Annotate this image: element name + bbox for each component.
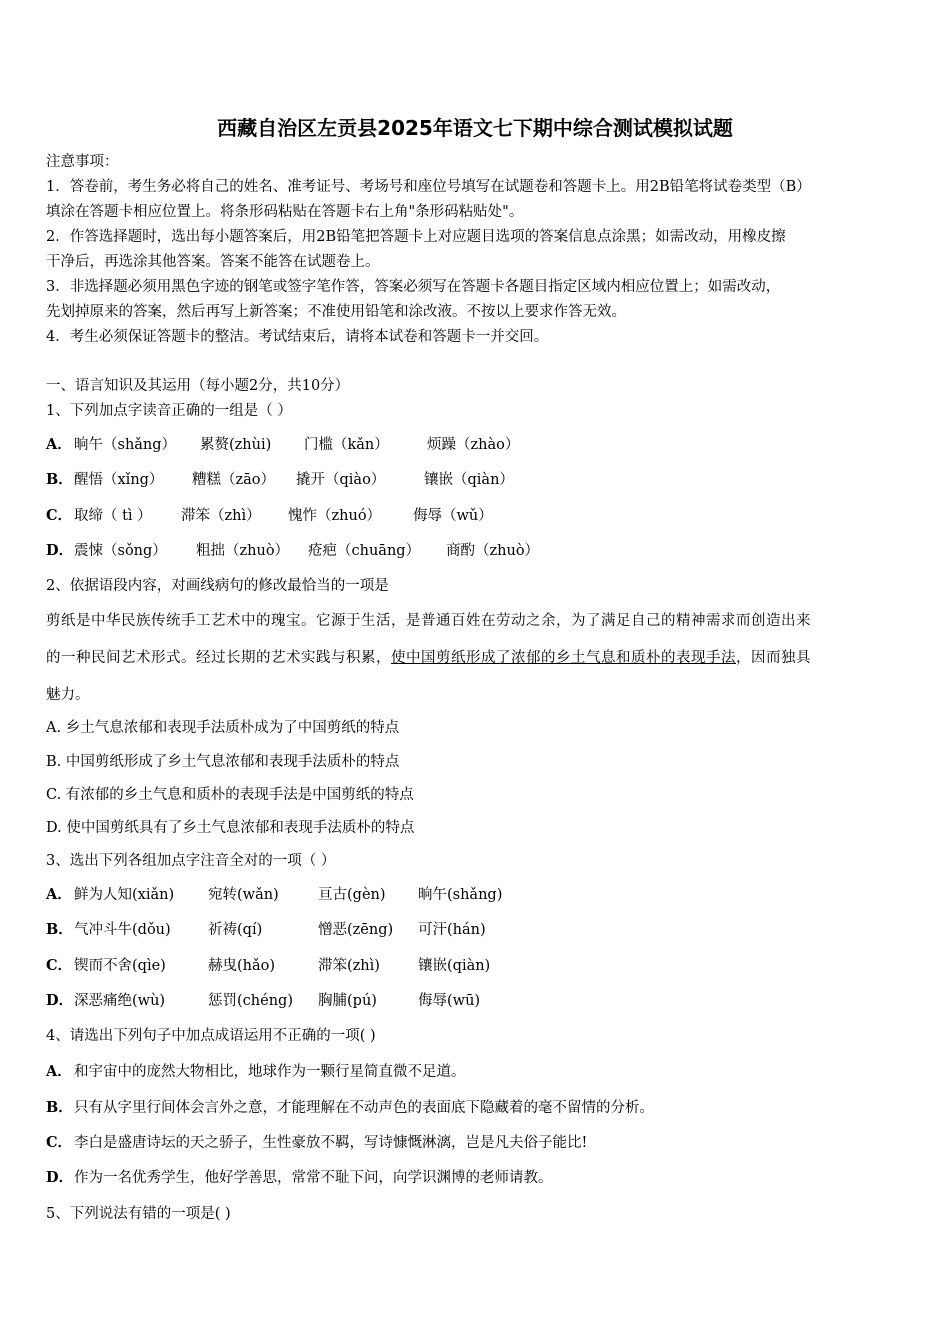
notice-line: 填涂在答题卡相应位置上。将条形码粘贴在答题卡右上角"条形码粘贴处"。 xyxy=(46,204,524,220)
option-label: A． xyxy=(46,436,72,453)
option-item: 门槛（kǎn） xyxy=(304,437,389,453)
option-item: 愧怍（zhuó） xyxy=(288,508,382,524)
option-label: C． xyxy=(46,1134,73,1151)
section-heading: 一、语言知识及其运用（每小题2分，共10分） xyxy=(46,378,350,394)
option-item: 累赘(zhùi) xyxy=(200,437,272,453)
notice-line: 2．作答选择题时，选出每小题答案后，用2B铅笔把答题卡上对应题目选项的答案信息点涂黑；如需改动，用橡皮擦 xyxy=(46,229,786,245)
option-text: 李白是盛唐诗坛的天之骄子，生性豪放不羁，写诗慷慨淋漓，岂是凡夫俗子能比! xyxy=(74,1135,588,1151)
option-item: 惩罚(chéng) xyxy=(208,993,293,1009)
option-item: 锲而不舍(qìe) xyxy=(74,958,166,974)
option-item: 取缔（ tì ） xyxy=(74,508,152,524)
underlined-sentence: 使中国剪纸形成了浓郁的乡土气息和质朴的表现手法 xyxy=(391,650,736,666)
option-text: 和宇宙中的庞然大物相比，地球作为一颗行星简直微不足道。 xyxy=(74,1064,466,1080)
passage-text: 的一种民间艺术形式。经过长期的艺术实践与积累， xyxy=(46,650,391,666)
option-item: 晌午(shǎng) xyxy=(418,887,503,903)
question-2-stem: 2、依据语段内容，对画线病句的修改最恰当的一项是 xyxy=(46,578,389,594)
option-item: 粗拙（zhuò） xyxy=(196,543,290,559)
option-label: B． xyxy=(46,921,73,938)
option-item: 胸脯(pú) xyxy=(318,993,377,1009)
question-2-option: A. 乡土气息浓郁和表现手法质朴成为了中国剪纸的特点 xyxy=(46,720,400,736)
option-label: A． xyxy=(46,1063,72,1080)
option-item: 深恶痛绝(wù) xyxy=(74,993,166,1009)
question-2-passage xyxy=(46,648,811,668)
option-item: 宛转(wǎn) xyxy=(208,887,279,903)
notice-heading: 注意事项： xyxy=(46,154,119,170)
option-label: A． xyxy=(46,886,72,903)
option-item: 侮辱（wǔ） xyxy=(413,508,493,524)
passage-text: ，因而独具 xyxy=(736,650,811,666)
option-item: 镶嵌(qiàn) xyxy=(418,958,491,974)
option-label: C． xyxy=(46,957,73,974)
notice-line: 3．非选择题必须用黑色字迹的钢笔或签字笔作答，答案必须写在答题卡各题目指定区域内相应位置上；如需改动， xyxy=(46,279,781,295)
option-item: 鲜为人知(xiǎn) xyxy=(74,887,175,903)
question-2-passage: 剪纸是中华民族传统手工艺术中的瑰宝。它源于生活，是普通百姓在劳动之余，为了满足自己的精神需求而创造出来 xyxy=(46,613,811,629)
page-title: 西藏自治区左贡县2025年语文七下期中综合测试模拟试题 xyxy=(217,116,733,140)
option-item: 侮辱(wū) xyxy=(418,993,481,1009)
question-2-option: D. 使中国剪纸具有了乡土气息浓郁和表现手法质朴的特点 xyxy=(46,820,415,836)
option-text: 作为一名优秀学生，他好学善思，常常不耻下问，向学识渊博的老师请教。 xyxy=(74,1170,553,1186)
option-item: 可汗(hán) xyxy=(418,922,486,938)
option-item: 祈祷(qí) xyxy=(208,922,263,938)
option-label: B． xyxy=(46,1099,73,1116)
option-item: 醒悟（xǐng） xyxy=(74,472,164,488)
option-label: D． xyxy=(46,992,74,1009)
question-2-option: B. 中国剪纸形成了乡土气息浓郁和表现手法质朴的特点 xyxy=(46,754,400,770)
question-2-passage: 魅力。 xyxy=(46,687,90,703)
option-label: D． xyxy=(46,542,74,559)
option-label: C． xyxy=(46,507,73,524)
question-2-option: C. 有浓郁的乡土气息和质朴的表现手法是中国剪纸的特点 xyxy=(46,787,414,803)
option-text: 只有从字里行间体会言外之意，才能理解在不动声色的表面底下隐藏着的毫不留情的分析。 xyxy=(74,1100,654,1116)
notice-line: 干净后，再选涂其他答案。答案不能答在试题卷上。 xyxy=(46,254,380,270)
option-item: 气冲斗牛(dǒu) xyxy=(74,922,171,938)
question-1-stem: 1、下列加点字读音正确的一组是（ ） xyxy=(46,403,292,419)
option-item: 憎恶(zēng) xyxy=(318,922,394,938)
notice-line: 1．答卷前，考生务必将自己的姓名、准考证号、考场号和座位号填写在试题卷和答题卡上。用2B铅笔将试卷类型（B） xyxy=(46,179,811,195)
question-5-stem: 5、下列说法有错的一项是( ) xyxy=(46,1206,231,1222)
option-item: 震悚（sǒng） xyxy=(74,543,167,559)
option-item: 烦躁（zhào） xyxy=(427,437,520,453)
option-label: D． xyxy=(46,1169,74,1186)
option-item: 撬开（qiào） xyxy=(296,472,386,488)
option-item: 亘古(gèn) xyxy=(318,887,386,903)
option-item: 商酌（zhuò） xyxy=(446,543,540,559)
option-item: 糟糕（zāo） xyxy=(192,472,276,488)
option-item: 赫曳(hǎo) xyxy=(208,958,276,974)
option-item: 滞笨（zhì） xyxy=(181,508,261,524)
option-item: 滞笨(zhì) xyxy=(318,958,380,974)
option-item: 镶嵌（qiàn） xyxy=(424,472,514,488)
question-4-stem: 4、请选出下列句子中加点成语运用不正确的一项( ) xyxy=(46,1028,376,1044)
option-item: 晌午（shǎng） xyxy=(74,437,177,453)
notice-line: 4．考生必须保证答题卡的整洁。考试结束后，请将本试卷和答题卡一并交回。 xyxy=(46,329,549,345)
option-item: 疮疤（chuāng） xyxy=(308,543,421,559)
notice-line: 先划掉原来的答案，然后再写上新答案；不准使用铅笔和涂改液。不按以上要求作答无效。 xyxy=(46,304,626,320)
option-label: B． xyxy=(46,471,73,488)
question-3-stem: 3、选出下列各组加点字注音全对的一项（ ） xyxy=(46,853,336,869)
